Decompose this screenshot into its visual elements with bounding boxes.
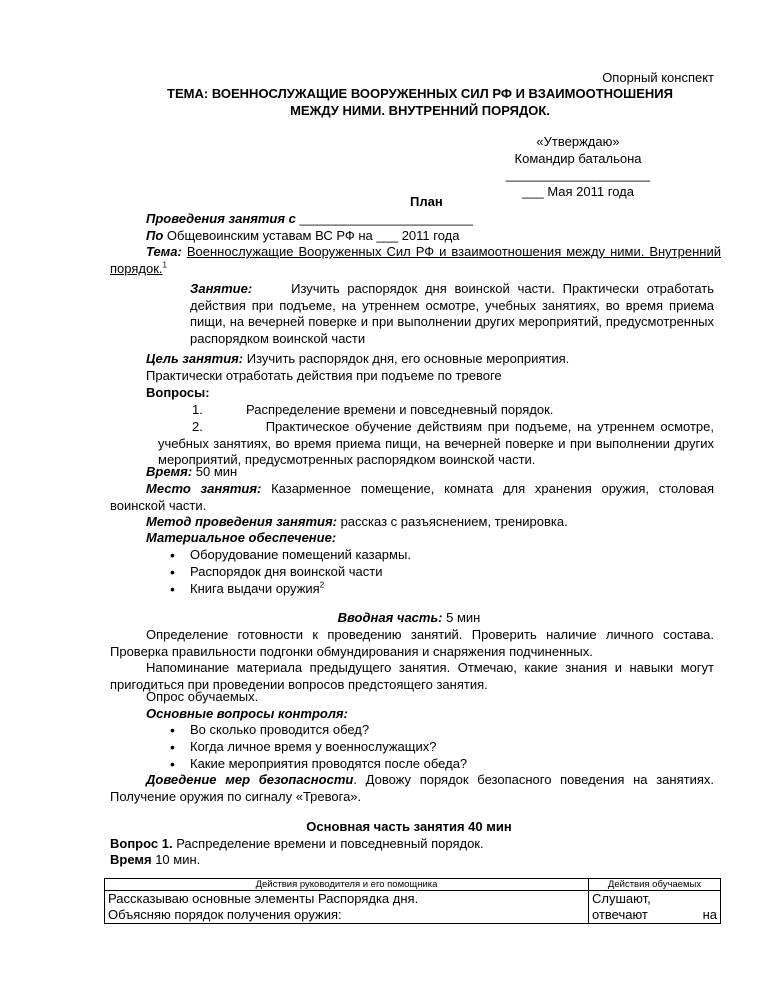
lesson-label: Занятие: [190,281,253,296]
question-1-number: 1. [192,402,203,417]
topic-title: ТЕМА: ВОЕННОСЛУЖАЩИЕ ВООРУЖЕННЫХ СИЛ РФ И ВЗАИМООТНОШЕНИЯ МЕЖДУ НИМИ. ВНУТРЕННИЙ ПОРЯДОК. [167,86,673,118]
method-label: Метод проведения занятия: [146,514,337,529]
goal-line-2: Практически отработать действия при подъеме по тревоге [146,368,502,383]
goal-label: Цель занятия: [146,351,244,366]
question-1-label: Вопрос 1. [110,836,173,851]
table-header-trainees: Действия обучаемых [589,879,721,891]
trainee-action-line-2: отвечают на [592,907,717,922]
approval-block [496,134,660,200]
list-item: • Во сколько проводится обед? [166,722,566,739]
intro-time: 5 мин [442,610,481,625]
theme-line [110,244,721,277]
leader-action-line: Объясняю порядок получения оружия: [108,907,342,922]
main-part-title: Основная часть занятия 40 мин [306,819,512,834]
question-2 [158,419,714,469]
question-1-heading [110,836,484,853]
method-line [146,514,568,531]
by-text: Общевоинским уставам ВС РФ на ___ 2011 года [163,228,460,243]
table-header-leader: Действия руководителя и его помощника [105,879,589,891]
list-item: • Оборудование помещений казармы. [166,547,566,564]
place-label: Место занятия: [146,481,262,496]
question-2-number: 2. [192,419,203,434]
safety-text: . Довожу порядок безопасного поведения на занятиях. Получение оружия по сигналу «Тревога». [110,772,714,804]
materials-list [166,547,566,598]
list-item: • Какие мероприятия проводятся после обеда? [166,756,566,773]
time-line [146,464,237,481]
lesson-text: Изучить распорядок дня воинской части. Практически отработать действия при подъеме, на утреннем осмотре, учебных занятиях, во время приема пищи, на вечерней поверке и при выполнении других мероприятий, предусмотренных распорядком воинской части [190,281,715,346]
trainee-actions-cell [589,891,721,924]
trainee-action-line: Слушают, [592,891,651,906]
time-text: 50 мин [192,464,238,479]
questions-label: Вопросы: [146,385,210,400]
question-1-time-text: 10 мин. [151,852,201,867]
approval-signature-line: ____________________ [505,167,651,182]
list-item: • Распорядок дня воинской части [166,564,566,581]
conduct-line [146,211,721,228]
theme-footnote: 1 [162,260,167,270]
list-item: • Когда личное время у военнослужащих? [166,739,566,756]
table-header-row [105,879,721,891]
question-1-time-label: Время [110,852,152,867]
place-line [110,481,714,514]
approval-word: «Утверждаю» [536,134,620,149]
approval-date: ___ Мая 2011 года [522,183,634,199]
theme-label: Тема: [146,244,182,259]
goal-line [146,351,721,368]
question-1-text: Распределение времени и повседневный порядок. [246,402,554,417]
goal-text: Изучить распорядок дня, его основные мероприятия. [243,351,570,366]
safety-label: Доведение мер безопасности [146,772,354,787]
question-1-heading-text: Распределение времени и повседневный порядок. [172,836,484,851]
safety-paragraph [110,772,714,805]
materials-label: Материальное обеспечение: [146,530,337,545]
question-1 [192,402,712,419]
by-line [146,228,721,245]
table-row [105,891,721,924]
control-label: Основные вопросы контроля: [146,706,348,721]
leader-action-line: Рассказываю основные элементы Распорядка дня. [108,891,419,906]
intro-paragraph-1: Определение готовности к проведению занятий. Проверить наличие личного состава. Проверка правильности подгонки обмундирования и снаряжения подчиненных. [110,627,714,659]
question-1-time [110,852,200,869]
header-note: Опорный конспект [602,70,714,85]
intro-paragraph-3: Опрос обучаемых. [146,689,259,704]
leader-actions-cell [105,891,589,924]
theme-text: Военнослужащие Вооруженных Сил РФ и взаимоотношения между ними. Внутренний порядок. [110,244,721,276]
materials-footnote: 2 [319,580,325,590]
place-text: Казарменное помещение, комната для хранения оружия, столовая воинской части. [110,481,714,513]
intro-label: Вводная часть: [337,610,443,625]
intro-heading [104,610,714,627]
plan-title: План [410,194,443,209]
question-2-text: Практическое обучение действиям при подъеме, на утреннем осмотре, учебных занятиях, во время приема пищи, на вечерней поверке и при выполнении других мероприятий, предусмотренных распорядком воинской части. [158,419,715,467]
actions-table [104,878,721,924]
conduct-label: Проведения занятия с [146,211,296,226]
method-text: рассказ с разъяснением, тренировка. [336,514,568,529]
intro-paragraph-2: Напоминание материала предыдущего занятия. Отмечаю, какие знания и навыки могут пригодиться при проведении вопросов предстоящего занятия. [110,660,714,692]
lesson-block [190,281,714,347]
by-label: По [146,228,164,243]
control-list [166,722,566,773]
approval-role: Командир батальона [514,150,642,166]
conduct-blank: ________________________ [295,211,473,226]
list-item: • Книга выдачи оружия$^2$ [166,581,566,598]
time-label: Время: [146,464,193,479]
